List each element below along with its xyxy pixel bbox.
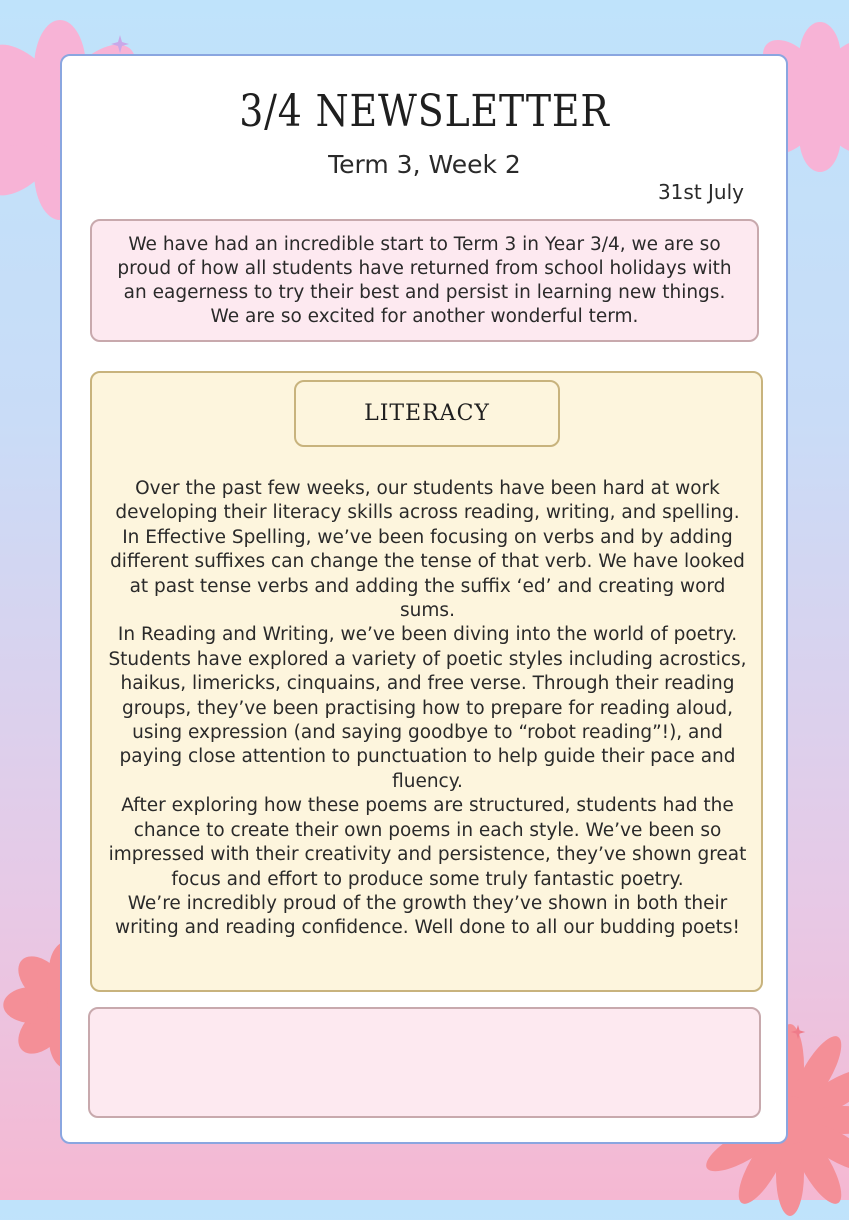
literacy-section — [90, 371, 763, 992]
literacy-body — [100, 477, 755, 941]
sparkle-icon — [790, 1024, 806, 1040]
literacy-paragraph: After exploring how these poems are structured, students had the chance to create their own poems in each style. We’ve been so impressed with their creativity and persistence, they’ve shown great focus and effort to produce some truly fantastic poetry. — [108, 795, 747, 890]
literacy-paragraph: In Reading and Writing, we’ve been diving into the world of poetry. Students have explored a variety of poetic styles including acrostics, haikus, limericks, cinquains, and free verse. Through their reading groups, they’ve been practising how to prepare for reading aloud, using expression (and saying goodbye to “robot reading”!), and paying close attention to punctuation to help guide their pace and fluency. — [108, 624, 747, 792]
sparkle-icon — [110, 34, 130, 54]
empty-content-box — [88, 1007, 761, 1118]
literacy-heading: LITERACY — [294, 380, 560, 447]
literacy-paragraph: We’re incredibly proud of the growth they’ve shown in both their writing and reading confidence. Well done to all our budding poets! — [115, 892, 740, 939]
intro-box — [90, 219, 759, 342]
literacy-paragraph: Over the past few weeks, our students have been hard at work developing their literacy skills across reading, writing, and spelling. — [115, 478, 740, 524]
term-week-subtitle: Term 3, Week 2 — [328, 150, 521, 179]
newsletter-date: 31st July — [657, 180, 744, 204]
literacy-paragraph: In Effective Spelling, we’ve been focusing on verbs and by adding different suffixes can change the tense of that verb. We have looked at past tense verbs and adding the suffix ‘ed’ and creating word sums. — [110, 526, 745, 622]
intro-text: We have had an incredible start to Term 3 in Year 3/4, we are so proud of how all students have returned from school holidays with an eagerness to try their best and persist in learning new things. We are so excited for another wonderful term. — [117, 234, 732, 327]
newsletter-title: 3/4 NEWSLETTER — [239, 86, 610, 137]
